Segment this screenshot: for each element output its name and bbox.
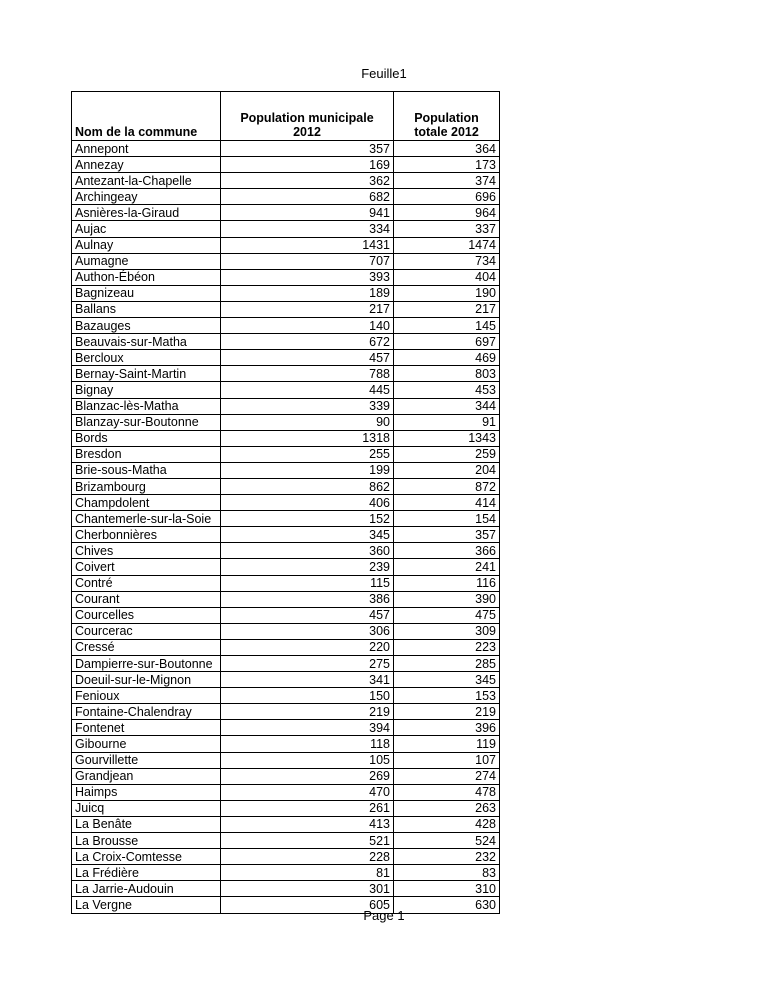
population-totale-cell: 964 xyxy=(394,205,500,221)
commune-name-cell: Bazauges xyxy=(72,318,221,334)
commune-name-cell: Blanzac-lès-Matha xyxy=(72,398,221,414)
table-row xyxy=(72,366,500,382)
population-municipale-cell: 941 xyxy=(221,205,394,221)
commune-name-cell: Cressé xyxy=(72,639,221,655)
commune-name-cell: Grandjean xyxy=(72,768,221,784)
population-totale-cell: 223 xyxy=(394,639,500,655)
population-municipale-cell: 301 xyxy=(221,881,394,897)
population-totale-cell: 734 xyxy=(394,253,500,269)
population-municipale-cell: 261 xyxy=(221,800,394,816)
population-totale-cell: 696 xyxy=(394,189,500,205)
header-population-municipale-line2: 2012 xyxy=(293,125,321,139)
table-row xyxy=(72,784,500,800)
population-municipale-cell: 862 xyxy=(221,478,394,494)
commune-name-cell: Asnières-la-Giraud xyxy=(72,205,221,221)
table-row xyxy=(72,511,500,527)
table-row xyxy=(72,800,500,816)
population-totale-cell: 91 xyxy=(394,414,500,430)
population-municipale-cell: 334 xyxy=(221,221,394,237)
commune-name-cell: Bresdon xyxy=(72,446,221,462)
table-row xyxy=(72,269,500,285)
commune-name-cell: Bords xyxy=(72,430,221,446)
population-municipale-cell: 521 xyxy=(221,833,394,849)
population-totale-cell: 478 xyxy=(394,784,500,800)
population-municipale-cell: 362 xyxy=(221,173,394,189)
population-totale-cell: 803 xyxy=(394,366,500,382)
header-commune-name: Nom de la commune xyxy=(72,92,221,141)
commune-name-cell: Antezant-la-Chapelle xyxy=(72,173,221,189)
table-row xyxy=(72,478,500,494)
table-row xyxy=(72,720,500,736)
table-row xyxy=(72,205,500,221)
commune-name-cell: La Jarrie-Audouin xyxy=(72,881,221,897)
commune-name-cell: Juicq xyxy=(72,800,221,816)
population-totale-cell: 428 xyxy=(394,816,500,832)
commune-name-cell: Gibourne xyxy=(72,736,221,752)
commune-name-cell: Brie-sous-Matha xyxy=(72,462,221,478)
population-municipale-cell: 707 xyxy=(221,253,394,269)
population-municipale-cell: 339 xyxy=(221,398,394,414)
population-municipale-cell: 199 xyxy=(221,462,394,478)
table-row xyxy=(72,527,500,543)
population-totale-cell: 374 xyxy=(394,173,500,189)
table-row xyxy=(72,350,500,366)
population-totale-cell: 145 xyxy=(394,318,500,334)
population-municipale-cell: 152 xyxy=(221,511,394,527)
population-municipale-cell: 470 xyxy=(221,784,394,800)
commune-name-cell: Fenioux xyxy=(72,688,221,704)
population-municipale-cell: 360 xyxy=(221,543,394,559)
header-population-totale-line2: totale 2012 xyxy=(414,125,479,139)
commune-name-cell: Fontaine-Chalendray xyxy=(72,704,221,720)
table-row xyxy=(72,414,500,430)
population-totale-cell: 241 xyxy=(394,559,500,575)
population-municipale-cell: 150 xyxy=(221,688,394,704)
table-row xyxy=(72,704,500,720)
commune-name-cell: Courant xyxy=(72,591,221,607)
population-municipale-cell: 394 xyxy=(221,720,394,736)
population-totale-cell: 204 xyxy=(394,462,500,478)
population-municipale-cell: 1431 xyxy=(221,237,394,253)
population-totale-cell: 263 xyxy=(394,800,500,816)
population-municipale-cell: 115 xyxy=(221,575,394,591)
table-row xyxy=(72,736,500,752)
table-body xyxy=(72,141,500,914)
table-row xyxy=(72,607,500,623)
table-row xyxy=(72,334,500,350)
table-row xyxy=(72,398,500,414)
population-totale-cell: 107 xyxy=(394,752,500,768)
population-totale-cell: 83 xyxy=(394,865,500,881)
commune-name-cell: La Croix-Comtesse xyxy=(72,849,221,865)
population-totale-cell: 173 xyxy=(394,157,500,173)
population-totale-cell: 1474 xyxy=(394,237,500,253)
header-row xyxy=(72,92,500,141)
table-row xyxy=(72,253,500,269)
population-totale-cell: 345 xyxy=(394,672,500,688)
commune-name-cell: Courcerac xyxy=(72,623,221,639)
population-totale-cell: 190 xyxy=(394,285,500,301)
population-totale-cell: 119 xyxy=(394,736,500,752)
commune-name-cell: Bercloux xyxy=(72,350,221,366)
population-totale-cell: 337 xyxy=(394,221,500,237)
table-row xyxy=(72,768,500,784)
population-municipale-cell: 393 xyxy=(221,269,394,285)
table-row xyxy=(72,623,500,639)
table-row xyxy=(72,752,500,768)
table-row xyxy=(72,865,500,881)
header-population-municipale-line1: Population municipale xyxy=(240,111,374,125)
table-row xyxy=(72,301,500,317)
population-municipale-cell: 275 xyxy=(221,656,394,672)
population-totale-cell: 469 xyxy=(394,350,500,366)
table-row xyxy=(72,495,500,511)
population-municipale-cell: 228 xyxy=(221,849,394,865)
commune-name-cell: Doeuil-sur-le-Mignon xyxy=(72,672,221,688)
table-row xyxy=(72,141,500,157)
population-municipale-cell: 1318 xyxy=(221,430,394,446)
population-totale-cell: 475 xyxy=(394,607,500,623)
commune-name-cell: Cherbonnières xyxy=(72,527,221,543)
commune-name-cell: Haimps xyxy=(72,784,221,800)
population-municipale-cell: 189 xyxy=(221,285,394,301)
commune-name-cell: Dampierre-sur-Boutonne xyxy=(72,656,221,672)
population-totale-cell: 396 xyxy=(394,720,500,736)
commune-name-cell: Blanzay-sur-Boutonne xyxy=(72,414,221,430)
population-totale-cell: 217 xyxy=(394,301,500,317)
population-municipale-cell: 341 xyxy=(221,672,394,688)
header-population-totale-line1: Population xyxy=(414,111,479,125)
sheet-title: Feuille1 xyxy=(361,66,407,81)
population-municipale-cell: 457 xyxy=(221,607,394,623)
population-municipale-cell: 788 xyxy=(221,366,394,382)
commune-name-cell: Beauvais-sur-Matha xyxy=(72,334,221,350)
population-totale-cell: 1343 xyxy=(394,430,500,446)
population-totale-cell: 414 xyxy=(394,495,500,511)
table-row xyxy=(72,816,500,832)
population-totale-cell: 524 xyxy=(394,833,500,849)
population-municipale-cell: 306 xyxy=(221,623,394,639)
population-municipale-cell: 605 xyxy=(221,897,394,913)
population-municipale-cell: 269 xyxy=(221,768,394,784)
population-municipale-cell: 682 xyxy=(221,189,394,205)
table-row xyxy=(72,849,500,865)
commune-name-cell: Chantemerle-sur-la-Soie xyxy=(72,511,221,527)
commune-name-cell: Bignay xyxy=(72,382,221,398)
commune-name-cell: Bernay-Saint-Martin xyxy=(72,366,221,382)
header-population-totale xyxy=(394,92,500,141)
table-row xyxy=(72,656,500,672)
population-municipale-cell: 386 xyxy=(221,591,394,607)
population-totale-cell: 872 xyxy=(394,478,500,494)
population-totale-cell: 232 xyxy=(394,849,500,865)
commune-name-cell: La Benâte xyxy=(72,816,221,832)
population-totale-cell: 357 xyxy=(394,527,500,543)
population-municipale-cell: 239 xyxy=(221,559,394,575)
population-municipale-cell: 169 xyxy=(221,157,394,173)
table-row xyxy=(72,189,500,205)
commune-name-cell: La Frédière xyxy=(72,865,221,881)
commune-name-cell: Brizambourg xyxy=(72,478,221,494)
header-population-municipale xyxy=(221,92,394,141)
commune-name-cell: Gourvillette xyxy=(72,752,221,768)
population-totale-cell: 697 xyxy=(394,334,500,350)
population-municipale-cell: 118 xyxy=(221,736,394,752)
population-totale-cell: 219 xyxy=(394,704,500,720)
population-totale-cell: 310 xyxy=(394,881,500,897)
commune-name-cell: Champdolent xyxy=(72,495,221,511)
commune-name-cell: Bagnizeau xyxy=(72,285,221,301)
commune-name-cell: Aumagne xyxy=(72,253,221,269)
commune-name-cell: Aulnay xyxy=(72,237,221,253)
population-municipale-cell: 90 xyxy=(221,414,394,430)
table-row xyxy=(72,157,500,173)
commune-name-cell: La Brousse xyxy=(72,833,221,849)
population-municipale-cell: 413 xyxy=(221,816,394,832)
population-totale-cell: 309 xyxy=(394,623,500,639)
population-totale-cell: 344 xyxy=(394,398,500,414)
table-row xyxy=(72,575,500,591)
population-municipale-cell: 255 xyxy=(221,446,394,462)
table-row xyxy=(72,543,500,559)
table-row xyxy=(72,881,500,897)
population-municipale-cell: 406 xyxy=(221,495,394,511)
table-row xyxy=(72,173,500,189)
table-row xyxy=(72,221,500,237)
commune-name-cell: Authon-Ébéon xyxy=(72,269,221,285)
table-row xyxy=(72,833,500,849)
population-totale-cell: 366 xyxy=(394,543,500,559)
commune-name-cell: Annezay xyxy=(72,157,221,173)
table-row xyxy=(72,688,500,704)
commune-name-cell: Courcelles xyxy=(72,607,221,623)
population-totale-cell: 364 xyxy=(394,141,500,157)
population-totale-cell: 390 xyxy=(394,591,500,607)
population-municipale-cell: 219 xyxy=(221,704,394,720)
table-row xyxy=(72,591,500,607)
commune-name-cell: Contré xyxy=(72,575,221,591)
population-municipale-cell: 445 xyxy=(221,382,394,398)
population-totale-cell: 259 xyxy=(394,446,500,462)
commune-name-cell: Aujac xyxy=(72,221,221,237)
population-municipale-cell: 672 xyxy=(221,334,394,350)
page-footer: Page 1 xyxy=(363,908,405,923)
table-row xyxy=(72,430,500,446)
population-totale-cell: 153 xyxy=(394,688,500,704)
population-municipale-cell: 217 xyxy=(221,301,394,317)
table-row xyxy=(72,559,500,575)
table-row xyxy=(72,318,500,334)
population-table xyxy=(71,91,500,914)
population-municipale-cell: 105 xyxy=(221,752,394,768)
commune-name-cell: Chives xyxy=(72,543,221,559)
commune-name-cell: Fontenet xyxy=(72,720,221,736)
table-row xyxy=(72,672,500,688)
population-municipale-cell: 345 xyxy=(221,527,394,543)
population-municipale-cell: 81 xyxy=(221,865,394,881)
table-row xyxy=(72,462,500,478)
population-totale-cell: 404 xyxy=(394,269,500,285)
population-municipale-cell: 140 xyxy=(221,318,394,334)
table-row xyxy=(72,639,500,655)
commune-name-cell: Archingeay xyxy=(72,189,221,205)
population-totale-cell: 116 xyxy=(394,575,500,591)
table-row xyxy=(72,382,500,398)
table-row xyxy=(72,237,500,253)
commune-name-cell: Annepont xyxy=(72,141,221,157)
population-totale-cell: 630 xyxy=(394,897,500,913)
population-totale-cell: 285 xyxy=(394,656,500,672)
table-row xyxy=(72,285,500,301)
commune-name-cell: La Vergne xyxy=(72,897,221,913)
population-totale-cell: 154 xyxy=(394,511,500,527)
population-totale-cell: 453 xyxy=(394,382,500,398)
table-row xyxy=(72,446,500,462)
population-totale-cell: 274 xyxy=(394,768,500,784)
population-municipale-cell: 457 xyxy=(221,350,394,366)
commune-name-cell: Ballans xyxy=(72,301,221,317)
commune-name-cell: Coivert xyxy=(72,559,221,575)
population-municipale-cell: 220 xyxy=(221,639,394,655)
population-municipale-cell: 357 xyxy=(221,141,394,157)
